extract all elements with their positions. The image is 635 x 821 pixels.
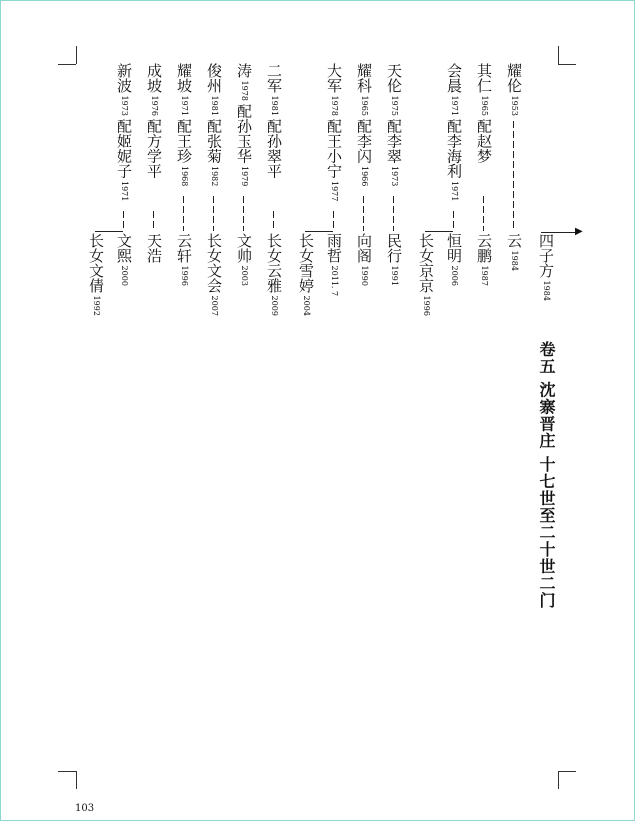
sibling-bracket bbox=[305, 231, 333, 232]
page-number: 103 bbox=[75, 803, 95, 814]
crop-mark bbox=[76, 771, 77, 789]
lineage-connector bbox=[453, 211, 454, 231]
crop-mark bbox=[558, 46, 559, 64]
person-entry: 天伦 1975 配李翠 1973 bbox=[385, 63, 403, 187]
page-title: 卷五 沈寨晋庄 十七世至二十世二门 bbox=[537, 341, 556, 610]
ancestor: 四子方 1984 bbox=[537, 233, 555, 301]
child-entry: 长女文倩 1992 bbox=[87, 233, 105, 316]
child-entry: 云轩 1996 bbox=[175, 233, 193, 286]
person-entry: 其仁 1965 配赵梦 bbox=[475, 63, 493, 164]
child-entry: 云 1984 bbox=[505, 233, 523, 271]
child-entry: 文帅 2003 bbox=[235, 233, 253, 286]
lineage-connector bbox=[213, 196, 214, 231]
lineage-connector bbox=[243, 196, 244, 231]
child-entry: 恒明 2006 bbox=[445, 233, 463, 286]
person-entry: 耀科 1965 配李闪 1966 bbox=[355, 63, 373, 187]
person-entry: 俊州 1981 配张菊 1982 bbox=[205, 63, 223, 187]
child-entry: 长女京京 1996 bbox=[417, 233, 435, 316]
lineage-connector bbox=[513, 121, 514, 231]
lineage-connector bbox=[123, 211, 124, 231]
lineage-connector bbox=[333, 211, 334, 231]
child-entry: 云鹏 1987 bbox=[475, 233, 493, 286]
lineage-connector bbox=[483, 196, 484, 231]
person-entry: 耀伦 1953 bbox=[505, 63, 523, 116]
person-entry: 成坡 1976 配方学平 bbox=[145, 63, 163, 179]
lineage-connector bbox=[363, 196, 364, 231]
sibling-bracket bbox=[95, 231, 123, 232]
crop-mark bbox=[58, 64, 76, 65]
person-entry: 耀坡 1971 配王珍 1968 bbox=[175, 63, 193, 187]
lineage-connector bbox=[273, 211, 274, 231]
lineage-connector bbox=[183, 196, 184, 231]
crop-mark bbox=[558, 771, 559, 789]
sibling-bracket bbox=[425, 231, 453, 232]
child-entry: 民行 1991 bbox=[385, 233, 403, 286]
lineage-connector bbox=[153, 211, 154, 231]
person-entry: 二军 1981 配孙翠平 bbox=[265, 63, 283, 179]
person-entry: 涛 1978 配孙玉华 1979 bbox=[235, 63, 253, 187]
child-entry: 长女文会 2007 bbox=[205, 233, 223, 316]
arrow-head-icon: ▶ bbox=[575, 226, 583, 237]
person-entry: 新波 1973 配姬妮子 1971 bbox=[115, 63, 133, 202]
child-entry: 天浩 bbox=[145, 233, 163, 263]
child-entry: 向阁 1990 bbox=[355, 233, 373, 286]
crop-mark bbox=[76, 46, 77, 64]
crop-mark bbox=[558, 64, 576, 65]
child-entry: 长女雪婷 2004 bbox=[297, 233, 315, 316]
crop-mark bbox=[58, 771, 76, 772]
child-entry: 长女云雅 2009 bbox=[265, 233, 283, 316]
child-entry: 文熙 2000 bbox=[115, 233, 133, 286]
crop-mark bbox=[558, 771, 576, 772]
child-entry: 雨哲 2011. 7 bbox=[325, 233, 343, 297]
person-entry: 大军 1978 配王小宁 1977 bbox=[325, 63, 343, 202]
person-entry: 会晨 1971 配李海利 1971 bbox=[445, 63, 463, 202]
lineage-connector bbox=[393, 196, 394, 231]
